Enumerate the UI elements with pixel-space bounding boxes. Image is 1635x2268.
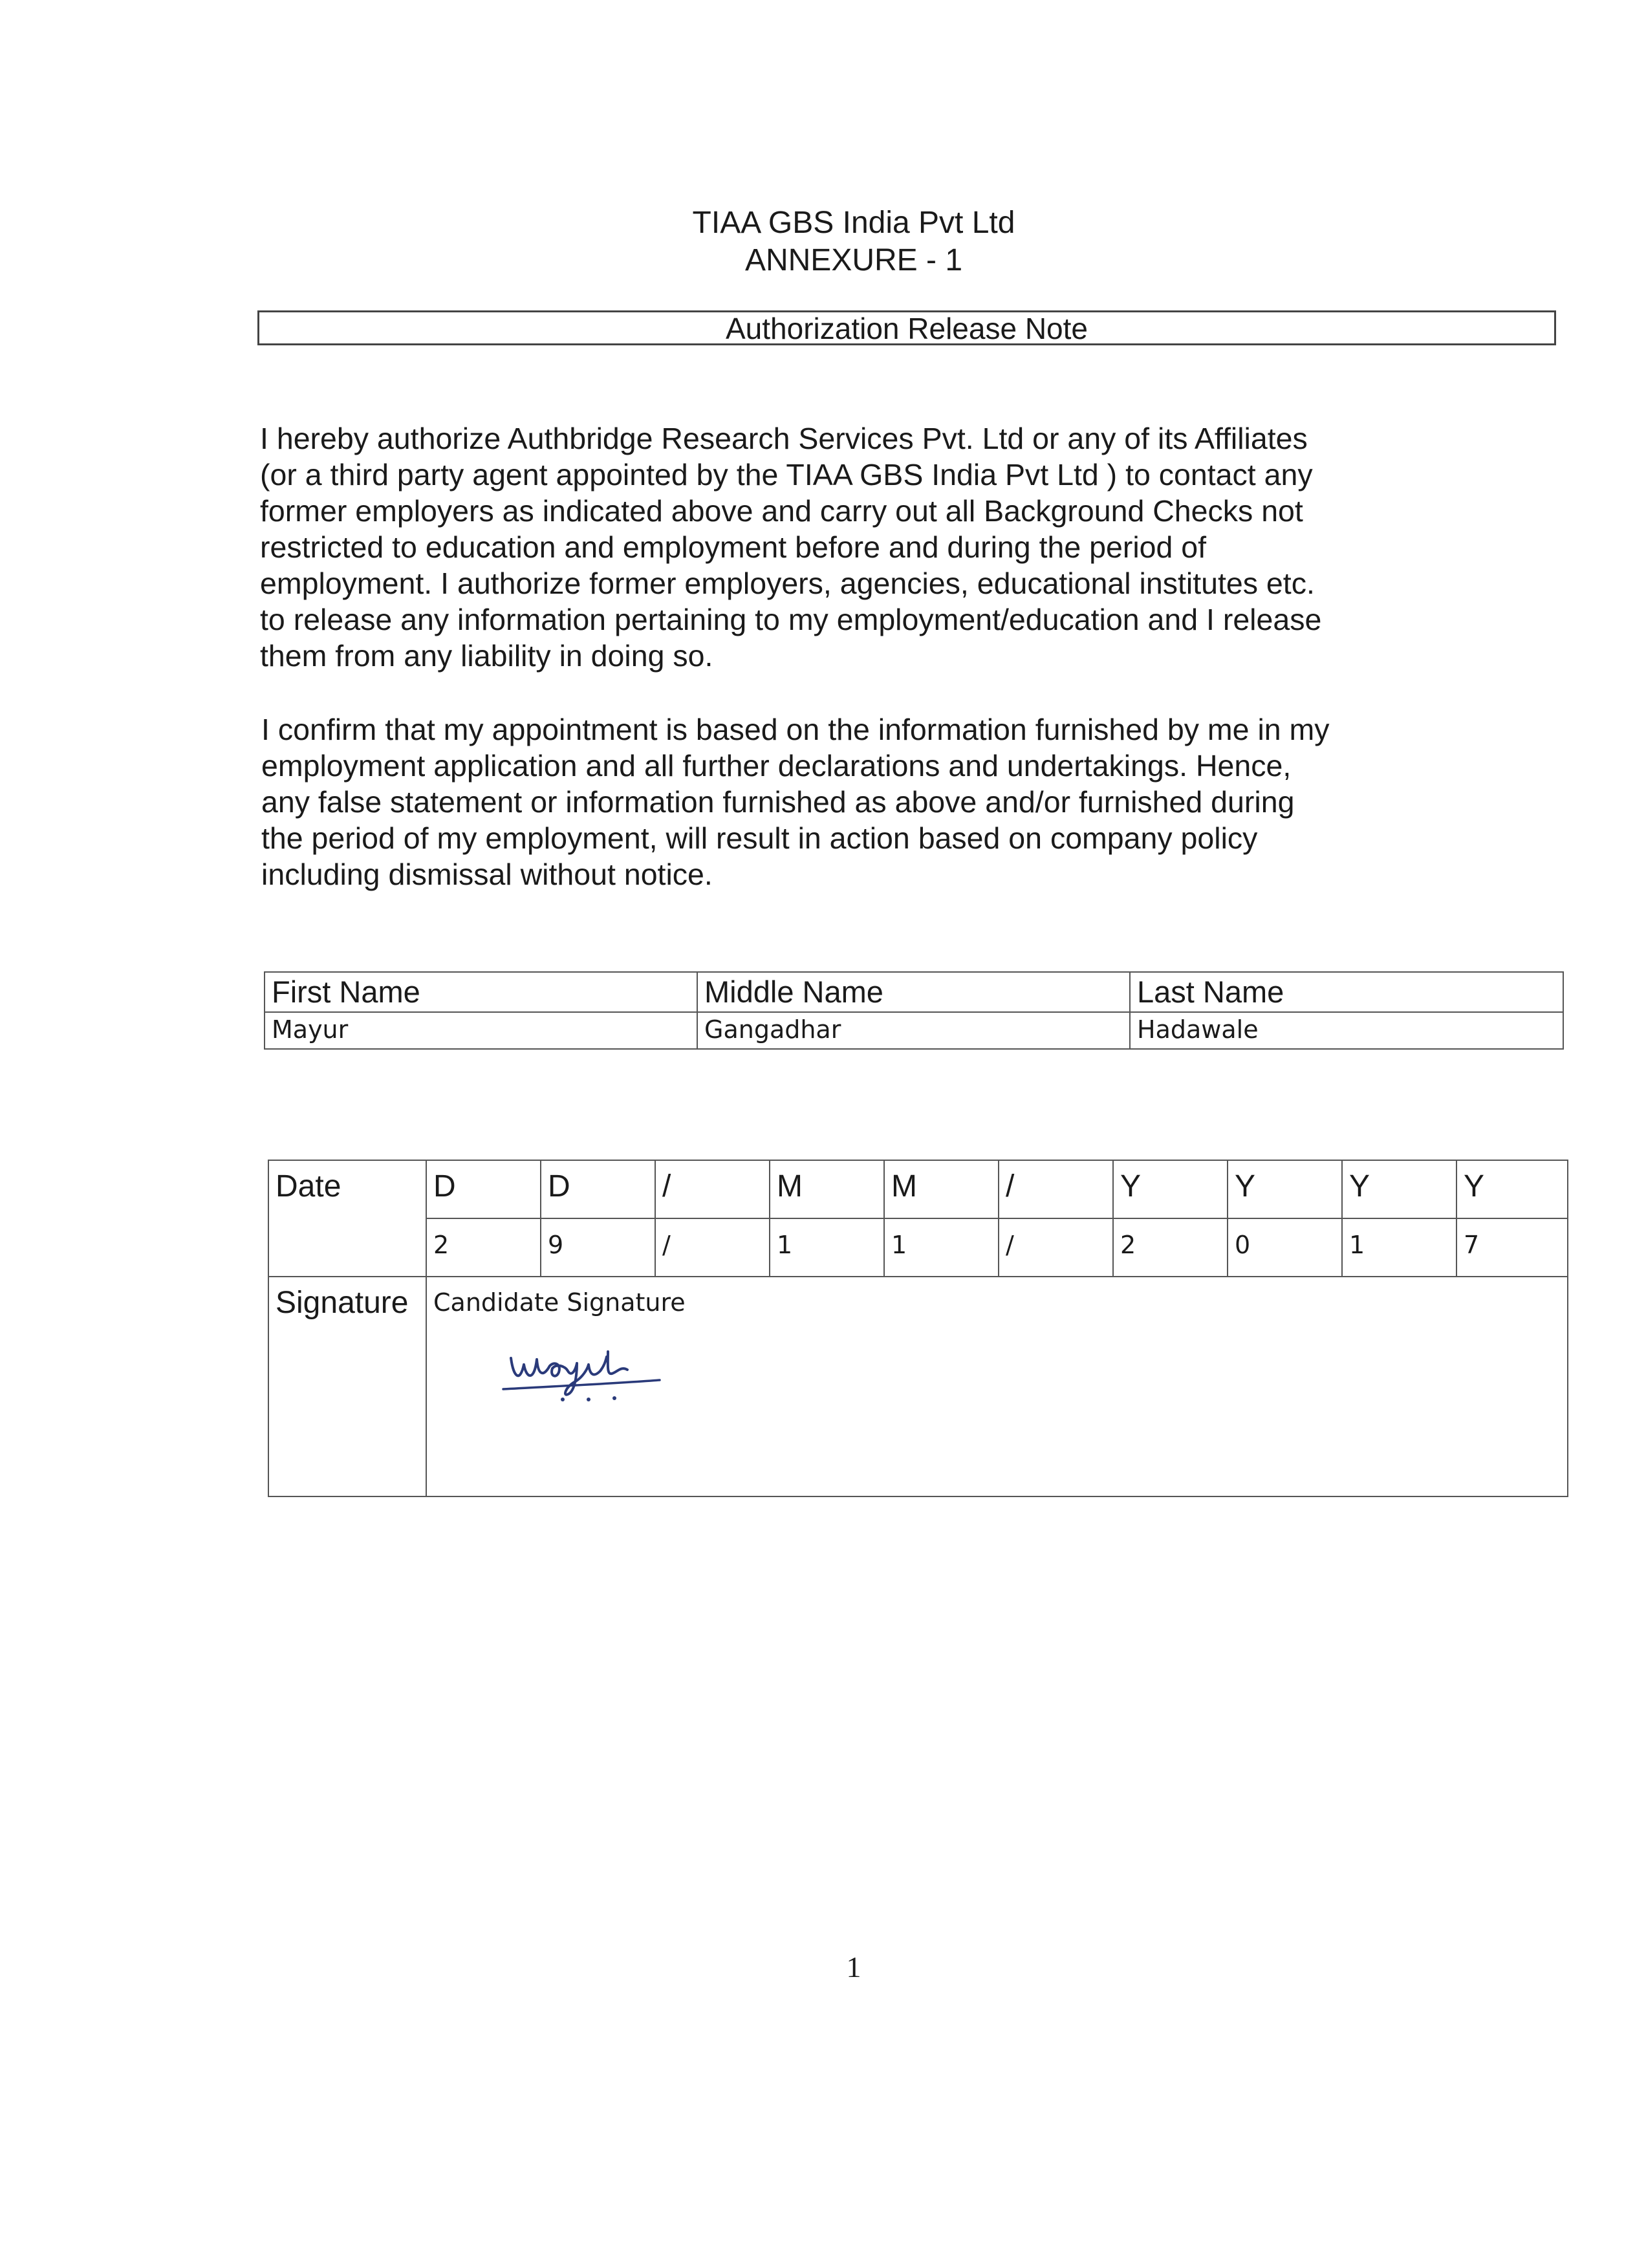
annexure-label: ANNEXURE - 1 — [744, 243, 963, 277]
name-table — [264, 971, 1564, 1050]
middle-name-value: Gangadhar — [697, 1012, 1130, 1049]
last-name-value: Hadawale — [1130, 1012, 1563, 1049]
date-digit-cell: 1 — [770, 1218, 884, 1277]
signature-caption: Candidate Signature — [433, 1288, 686, 1317]
confirmation-paragraph — [261, 711, 1451, 892]
signature-label: Signature — [268, 1277, 426, 1496]
date-digit-cell: 0 — [1228, 1218, 1342, 1277]
date-format-cell: / — [655, 1160, 770, 1218]
first-name-value: Mayur — [265, 1012, 697, 1049]
paragraph-line: including dismissal without notice. — [261, 858, 713, 891]
date-digit-cell: 1 — [1342, 1218, 1456, 1277]
date-digit-cell: 1 — [884, 1218, 999, 1277]
paragraph-line: them from any liability in doing so. — [260, 639, 713, 673]
date-signature-table — [268, 1160, 1568, 1497]
page-number: 1 — [846, 1950, 861, 1983]
paragraph-line: I confirm that my appointment is based on the information furnished by me in my — [261, 713, 1330, 746]
date-format-cell: Y — [1342, 1160, 1456, 1218]
date-digit-cell: / — [655, 1218, 770, 1277]
handwritten-signature — [498, 1332, 673, 1403]
middle-name-header: Middle Name — [697, 972, 1130, 1012]
paragraph-line: restricted to education and employment before and during the period of — [260, 530, 1207, 564]
paragraph-line: I hereby authorize Authbridge Research Services Pvt. Ltd or any of its Affiliates — [260, 422, 1308, 455]
paragraph-line: (or a third party agent appointed by the TIAA GBS India Pvt Ltd ) to contact any — [260, 458, 1313, 491]
date-format-cell: / — [999, 1160, 1113, 1218]
date-format-cell: D — [426, 1160, 541, 1218]
date-format-cell: M — [770, 1160, 884, 1218]
paragraph-line: employment. I authorize former employers, agencies, educational institutes etc. — [260, 567, 1315, 600]
date-digit-cell: 2 — [426, 1218, 541, 1277]
date-digit-cell: / — [999, 1218, 1113, 1277]
paragraph-line: former employers as indicated above and carry out all Background Checks not — [260, 494, 1303, 528]
paragraph-line: the period of my employment, will result in action based on company policy — [261, 821, 1258, 855]
date-format-cell: D — [541, 1160, 655, 1218]
date-format-cell: Y — [1228, 1160, 1342, 1218]
date-digit-cell: 2 — [1113, 1218, 1228, 1277]
first-name-header: First Name — [265, 972, 697, 1012]
paragraph-line: any false statement or information furnished as above and/or furnished during — [261, 785, 1295, 819]
authorization-paragraph — [260, 420, 1450, 674]
date-digit-cell: 7 — [1456, 1218, 1568, 1277]
date-label: Date — [268, 1160, 426, 1277]
last-name-header: Last Name — [1130, 972, 1563, 1012]
date-format-cell: M — [884, 1160, 999, 1218]
date-format-cell: Y — [1456, 1160, 1568, 1218]
date-format-cell: Y — [1113, 1160, 1228, 1218]
section-title: Authorization Release Note — [257, 310, 1556, 345]
paragraph-line: employment application and all further declarations and undertakings. Hence, — [261, 749, 1292, 783]
paragraph-line: to release any information pertaining to my employment/education and I release — [260, 603, 1322, 636]
company-name: TIAA GBS India Pvt Ltd — [692, 206, 1015, 240]
date-digit-cell: 9 — [541, 1218, 655, 1277]
